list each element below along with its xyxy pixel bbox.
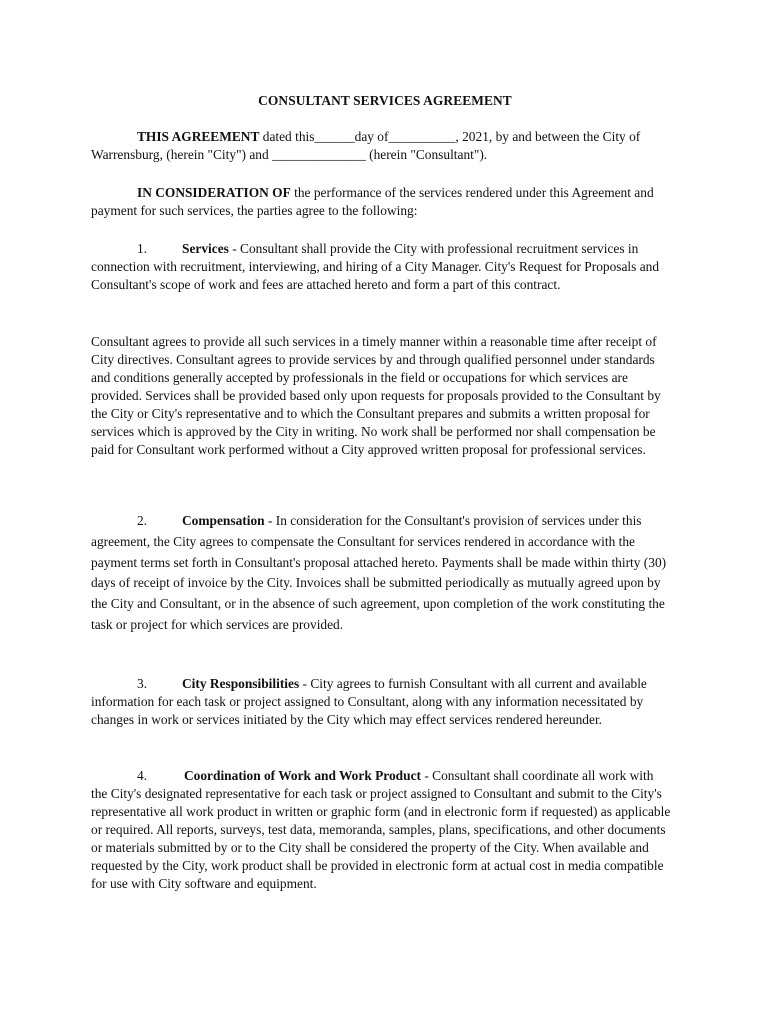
section-compensation [91,511,671,636]
intro-lead: THIS AGREEMENT [137,129,260,144]
section-heading: Coordination of Work and Work Product [184,768,421,783]
section-coordination [91,767,671,893]
consideration-lead: IN CONSIDERATION OF [137,185,291,200]
section-text: - Consultant shall coordinate all work with the City's designated representative for each task or project assigned to Consultant and submit to the City's representative all work product in written or graphic form (and in electronic form if requested) as applicable or required. All reports, surveys, test data, memoranda, samples, plans, specifications, and other documents or materials submitted by or to the City shall be considered the property of the City. When available and requested by the City, work product shall be provided in electronic form at actual cost in media compatible for use with City software and equipment. [91,768,671,891]
day-blank: ______ [314,129,355,144]
intro-text-1: dated this [259,129,315,144]
services-detail-paragraph: Consultant agrees to provide all such services in a timely manner within a reasonable time after receipt of City directives. Consultant agrees to provide services by and through qualified personnel under standards and conditions generally accepted by professionals in the field or occupations for which services are provided. Services shall be provided based only upon requests for proposals provided to the Consultant by the City or City's representative and to which the Consultant prepares and submits a written proposal for services which is approved by the City in writing. No work shall be performed nor shall compensation be paid for Consultant work performed without a City approved written proposal for professional services. [91,334,661,457]
intro-text-2: day of__________, 2021, by and between the City of Warrensburg, (herein "City") and ______________ (herein "Consultant"). [91,129,641,162]
consideration-text: the performance of the services rendered under this Agreement and payment for such services, the parties agree to the following: [91,185,654,218]
section-number: 4. [137,768,148,783]
section-number: 1. [137,241,148,256]
section-number: 2. [137,513,148,528]
page-title: CONSULTANT SERVICES AGREEMENT [258,93,512,108]
section-text: - In consideration for the Consultant's provision of services under this agreement, the City agrees to compensate the Consultant for services rendered in accordance with the payment terms set forth in Consultant's proposal attached hereto. Payments shall be made within thirty (30) days of receipt of invoice by the City. Invoices shall be submitted periodically as mutually agreed upon by the City and Consultant, or in the absence of such agreement, upon completion of the work constituting the task or project for which services are provided. [91,513,667,632]
intro-paragraph [91,128,671,164]
section-text: - Consultant shall provide the City with professional recruitment services in connection with recruitment, interviewing, and hiring of a City Manager. City's Request for Proposals and Consultant's scope of work and fees are attached hereto and form a part of this contract. [91,241,660,292]
section-city-responsibilities [91,675,671,729]
section-heading: City Responsibilities [182,676,300,691]
section-services [91,240,671,294]
section-heading: Services [182,241,229,256]
section-number: 3. [137,676,148,691]
section-heading: Compensation [182,513,265,528]
section-text: - City agrees to furnish Consultant with all current and available information for each task or project assigned to Consultant, along with any information necessitated by changes in work or services initiated by the City which may effect services rendered hereunder. [91,676,647,727]
consideration-paragraph [91,184,671,220]
